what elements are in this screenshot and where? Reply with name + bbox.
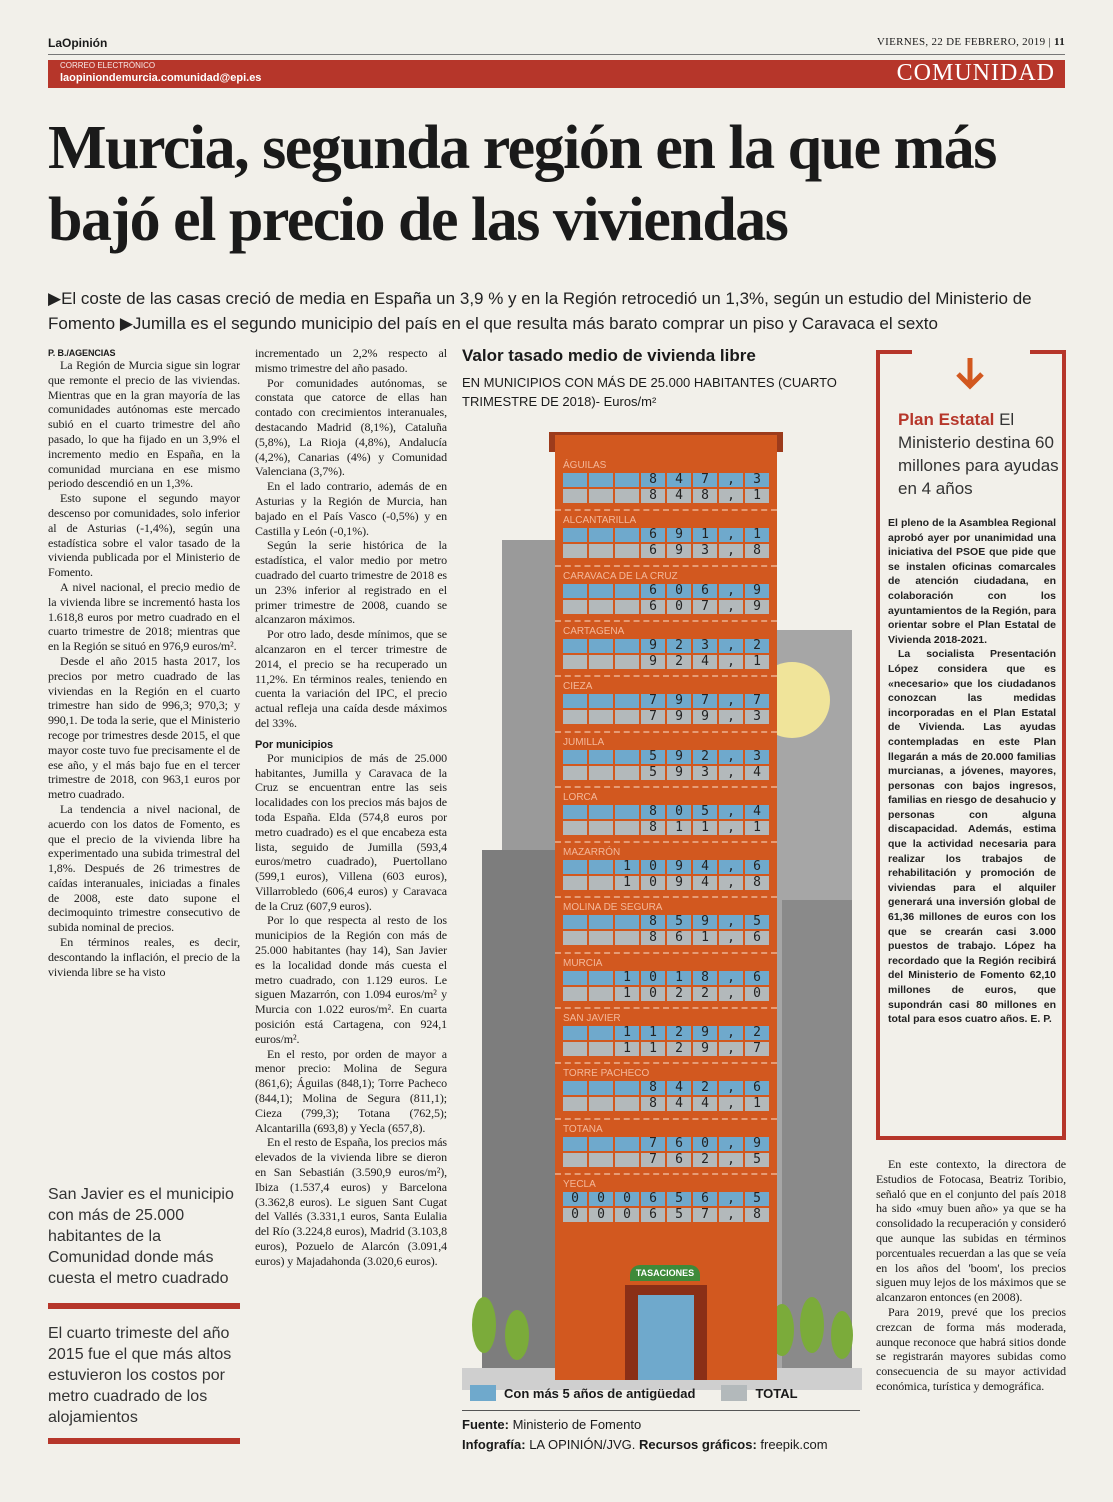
digit-cell (615, 766, 639, 780)
digit-cell (563, 544, 587, 558)
masthead: LaOpinión (48, 36, 108, 50)
value-old (563, 472, 780, 487)
building-row (563, 678, 780, 726)
digit-cell (615, 639, 639, 653)
digit-cell (563, 639, 587, 653)
legend-swatch-old (470, 1385, 496, 1401)
subhead: ▶El coste de las casas creció de media en España un 3,9 % y en la Región retrocedió un 1,3%, según un estudio del Ministerio de Fomento ▶Jumilla es el segundo municipio del país en el que resulta más barato comprar un piso y Caravaca el sexto (48, 289, 1032, 333)
article-column-2 (255, 346, 447, 1269)
digit-cell (589, 584, 613, 598)
digit-cell (615, 1137, 639, 1151)
floor-divider (555, 620, 777, 622)
infographic-subtitle: EN MUNICIPIOS CON MÁS DE 25.000 HABITANTES (CUARTO TRIMESTRE DE 2018)- Euros/m² (462, 375, 837, 409)
digit-cell (589, 1081, 613, 1095)
price-value: 924,1 (649, 653, 780, 669)
email-link[interactable]: laopiniondemurcia.comunidad@epi.es (60, 72, 262, 84)
dateline: VIERNES, 22 DE FEBRERO, 2019 | 11 (876, 36, 1065, 48)
building-row (563, 568, 780, 616)
price-value: 607,9 (649, 598, 780, 614)
digit-cell (563, 876, 587, 890)
building-row (563, 1010, 780, 1058)
digit-cell (563, 584, 587, 598)
price-value: 859,5 (649, 914, 780, 930)
paragraph: incrementado un 2,2% respecto al mismo trimestre del año pasado. (255, 346, 447, 375)
price-value: 592,3 (649, 748, 780, 764)
floor-divider (555, 731, 777, 733)
digit-cell (563, 528, 587, 542)
digit-cell (563, 1137, 587, 1151)
digit-cell (589, 710, 613, 724)
floor-divider (555, 896, 777, 898)
paragraph: En el lado contrario, además de en Asturias y la Región de Murcia, han bajado en el País Vasco (-0,5%) y en Castilla y León (-0,1%). (255, 479, 447, 538)
price-value: 1018,6 (623, 969, 780, 985)
municipality-name: CIEZA (563, 681, 593, 693)
digit-cell (615, 1153, 639, 1167)
digit-cell (563, 766, 587, 780)
sidebar-title-bold: Plan Estatal (898, 410, 995, 429)
building-row (563, 844, 780, 892)
sidebar-title-rest: El Ministerio destina 60 millones para ayudas en 4 años (898, 410, 1059, 498)
digit-cell (563, 1097, 587, 1111)
value-total (563, 764, 780, 780)
digit-cell (563, 1153, 587, 1167)
digit-cell (589, 971, 613, 985)
floor-divider (555, 841, 777, 843)
digit-cell (589, 766, 613, 780)
price-value: 1129,2 (623, 1025, 780, 1040)
source-label: Fuente: (462, 1417, 509, 1432)
value-total (563, 488, 780, 503)
municipality-name: CARTAGENA (563, 625, 625, 637)
value-total (563, 819, 780, 835)
digit-cell (589, 931, 613, 945)
value-total (563, 1096, 780, 1112)
municipality-name: MAZARRÓN (563, 847, 621, 859)
digit-cell (589, 915, 613, 929)
digit-cell (615, 750, 639, 764)
digit-cell (563, 1026, 587, 1040)
digit-cell (615, 694, 639, 708)
digit-cell (589, 544, 613, 558)
legend-swatch-total (721, 1385, 747, 1401)
byline: P. B./AGENCIAS (48, 348, 116, 358)
value-old (563, 914, 780, 930)
municipality-name: MURCIA (563, 957, 603, 969)
paragraph: Por comunidades autónomas, se constata que catorce de ellas han contado con crecimientos interanuales, destacando Madrid (8,1%), Cataluña (5,8%), La Rioja (4,8%), Andalucía (4,2%), Canarias (4%) y Comunidad Valenciana (3,7%). (255, 375, 447, 479)
price-value: 848,1 (649, 488, 780, 503)
building-row (563, 955, 780, 1003)
email-label: CORREO ELECTRÓNICO (60, 61, 156, 70)
floor-divider (555, 1173, 777, 1175)
credit-label: Infografía: (462, 1437, 526, 1452)
digit-cell (615, 655, 639, 669)
digit-cell (615, 821, 639, 835)
digit-cell (589, 1042, 613, 1056)
digit-cell (615, 584, 639, 598)
section-title: COMUNIDAD (896, 60, 1055, 86)
digit-cell (589, 1026, 613, 1040)
municipality-name: SAN JAVIER (563, 1013, 621, 1024)
entrance-sign: TASACIONES (630, 1265, 700, 1281)
paragraph: Desde el año 2015 hasta 2017, los precios por metro cuadrado de las viviendas en la Región en el cuarto trimestre han sido de 996,3; 970,3; y 990,1. De toda la serie, que el Ministerio recoge por trimestres desde 2015, el que mayor coste tuvo fue precisamente el de ese año, y el más bajo fue en el tercer trimestre de 2018, con 963,1 euros por metro cuadrado. (48, 653, 240, 802)
divider (48, 54, 1065, 55)
price-value: 847,3 (649, 472, 780, 487)
building-row (563, 623, 780, 671)
price-value: 760,9 (649, 1135, 780, 1151)
digit-cell (563, 710, 587, 724)
floor-divider (555, 565, 777, 567)
digit-cell (589, 473, 613, 487)
pull-quote-1 (48, 1184, 240, 1444)
municipality-name: ÁGUILAS (563, 460, 607, 471)
value-total (563, 930, 780, 946)
digit-cell (615, 931, 639, 945)
paragraph: En el resto, por orden de mayor a menor precio: Molina de Segura (861,6); Águilas (848,1); Torre Pacheco (844,1); Molina de Segura (811,1); Cieza (799,3); Totana (762,5); Alcantarilla (693,8) y Yecla (657,8). (255, 1046, 447, 1135)
digit-cell (589, 750, 613, 764)
municipality-name: LORCA (563, 791, 598, 803)
entrance (625, 1285, 707, 1380)
subhead-point: El coste de las casas creció de media en España un 3,9 % y en la Región retrocedió un 1,3%, según un estudio del Ministerio de Fomento (48, 289, 1032, 333)
digit-cell (563, 860, 587, 874)
value-old (563, 527, 780, 543)
value-old (563, 1025, 780, 1040)
article-column-4 (876, 1157, 1066, 1394)
value-old (563, 637, 780, 653)
price-value: 762,5 (649, 1151, 780, 1167)
digit-cell (615, 710, 639, 724)
price-value: 811,1 (649, 819, 780, 835)
digit-cell (589, 655, 613, 669)
digit-cell (589, 860, 613, 874)
value-total (563, 1041, 780, 1056)
paragraph: La Región de Murcia sigue sin lograr que remonte el precio de las viviendas. Mientras que en la gran mayoría de las comunidades autónomas este mercado subió en el cuarto trimestre del año pasado, lo que ha fijado en un 3,9% el incremento medio en España, en la comunidad murciana en ese mismo periodo descendió en un 1,3%. (48, 358, 240, 491)
municipality-name: CARAVACA DE LA CRUZ (563, 570, 678, 582)
digit-cell (563, 915, 587, 929)
building-row (563, 1065, 780, 1113)
paragraph: La socialista Presentación López considera que es «necesario» que los ciudadanos conozcan las medidas incorporadas en el Plan Estatal de Vivienda. Las ayudas contempladas en este Plan llegarán a más de 20.000 familias murcianas, a jóvenes, mayores, personas con bajos ingresos, familias en riesgo de desahucio y personas con alguna discapacidad. Además, estima que la actividad necesaria para realizar los trabajos de rehabilitación y promoción de viviendas para el alquiler generará una inversión global de 61,36 millones de euros con los que se crearán casi 3.000 puestos de trabajo. López ha recordado que la Región recibirá del Ministerio de Fomento 62,10 millones de euros, que supondrán casi 80 millones en total para esos cuatro años. E. P. (888, 648, 1056, 1026)
legend-label: Con más 5 años de antigüedad (504, 1385, 696, 1401)
value-total (563, 985, 780, 1001)
digit-cell (563, 473, 587, 487)
legend-label: TOTAL (755, 1385, 798, 1401)
quote-bar (48, 1438, 240, 1444)
paragraph: Por lo que respecta al resto de los municipios de la Región con más de 25.000 habitantes (hay 14), San Javier es la localidad donde más cuesta el metro cuadrado, con 1.129 euros. Le siguen Mazarrón, con 1.094 euros/m² y Murcia con 1.022 euros/m². En cuarta posición está Cartagena, con 924,1 euros/m². (255, 913, 447, 1046)
value-total (563, 543, 780, 559)
floor-divider (555, 509, 777, 511)
digit-cell (563, 1081, 587, 1095)
paragraph: En el resto de España, los precios más elevados de la vivienda libre se dieron en San Sebastián (3.590,9 euros/m²), Ibiza (1.537,4 euros) y Barcelona (3.362,8 euros). Le siguen Sant Cugat del Vallés (3.331,1 euros, Santa Eulalia del Río (3.224,8 euros), Madrid (3.103,8 euros), Pozuelo de Alarcón (3.091,4 euros) y Majadahonda (3.020,6 euros). (255, 1135, 447, 1268)
municipality-name: TOTANA (563, 1123, 603, 1135)
value-total (563, 709, 780, 725)
digit-cell (615, 489, 639, 503)
price-value: 000657,8 (571, 1206, 780, 1222)
paragraph: En este contexto, la directora de Estudios de Fotocasa, Beatriz Toribio, señaló que en el conjunto del país 2018 ha sido «muy buen año» ya que se ha consolidado la recuperación y consideró que aunque las subidas en términos porcentuales recuerdan a las que se veía en los años del 'boom', los precios siguen muy lejos de los máximos que se alcanzaron entonces (en 2008). (876, 1157, 1066, 1305)
digit-cell (615, 544, 639, 558)
floor-divider (555, 1007, 777, 1009)
subtitle: Por municipios (255, 738, 334, 751)
municipality-name: YECLA (563, 1178, 596, 1190)
digit-cell (615, 473, 639, 487)
price-value: 844,1 (649, 1096, 780, 1112)
paragraph: El pleno de la Asamblea Regional aprobó ayer por unanimidad una iniciativa del PSOE que pide que se instalen oficinas comarcales de atención ciudadana, en colaboración con los ayuntamientos de la Región, para orientar sobre el Plan Estatal de Vivienda 2018-2021. (888, 517, 1056, 646)
resources: freepik.com (760, 1437, 828, 1452)
sidebar-title (898, 408, 1063, 500)
floor-divider (555, 1062, 777, 1064)
price-value: 842,6 (649, 1080, 780, 1096)
digit-cell (589, 694, 613, 708)
paragraph: Esto supone el segundo mayor descenso por comunidades, solo inferior al de Asturias (-1,4%), según una estadística sobre el valor tasado de la vivienda publicada por el Ministerio de Fomento. (48, 491, 240, 580)
municipality-name: ALCANTARILLA (563, 515, 637, 527)
value-old (563, 1135, 780, 1151)
value-old (563, 1190, 780, 1206)
price-value: 1094,8 (623, 875, 780, 891)
digit-cell (615, 600, 639, 614)
subhead-point: Jumilla es el segundo municipio del país en el que resulta más barato comprar un piso y Caravaca el sexto (132, 314, 938, 333)
digit-cell (563, 931, 587, 945)
credit: LA OPINIÓN/JVG. (529, 1437, 636, 1452)
digit-cell (589, 1097, 613, 1111)
building-row (563, 512, 780, 560)
building-row (563, 457, 780, 505)
value-old (563, 582, 780, 598)
quote-text: San Javier es el municipio con más de 25.000 habitantes de la Comunidad donde más cuesta el metro cuadrado (48, 1186, 234, 1287)
digit-cell (589, 987, 613, 1001)
paragraph: Según la serie histórica de la estadística, el valor medio por metro cuadrado del cuarto trimestre de 2018 es un 23% inferior al registrado en el primer trimestre de 2008, cuando se alcanzaron máximos. (255, 538, 447, 627)
headline: Murcia, segunda región en la que más bajó el precio de las viviendas (48, 114, 996, 254)
price-value: 1022,0 (623, 985, 780, 1001)
digit-cell (615, 528, 639, 542)
floor-divider (555, 675, 777, 677)
price-value: 000656,5 (571, 1190, 780, 1206)
value-total (563, 875, 780, 891)
paragraph: A nivel nacional, el precio medio de la vivienda libre se incrementó hasta los 1.618,8 euros por metro cuadrado en el cuarto trimestre de 2018; mientras que en la Región se situó en 976,9 euros/m². (48, 579, 240, 654)
value-old (563, 748, 780, 764)
price-value: 693,8 (649, 543, 780, 559)
digit-cell (589, 1153, 613, 1167)
value-total (563, 1151, 780, 1167)
digit-cell (589, 639, 613, 653)
digit-cell (615, 1097, 639, 1111)
section-bar (48, 60, 1065, 88)
date: VIERNES, 22 DE FEBRERO, 2019 (876, 36, 1046, 48)
source: Ministerio de Fomento (512, 1417, 642, 1432)
quote-text: El cuarto trimeste del año 2015 fue el que más altos estuvieron los costos por metro cuadrado de los alojamientos (48, 1325, 232, 1426)
digit-cell (589, 489, 613, 503)
building-chart (555, 435, 780, 1380)
digit-cell (615, 915, 639, 929)
digit-cell (563, 971, 587, 985)
value-total (563, 1206, 780, 1222)
price-value: 1129,7 (623, 1041, 780, 1056)
digit-cell (563, 821, 587, 835)
digit-cell (563, 600, 587, 614)
digit-cell (563, 805, 587, 819)
price-value: 861,6 (649, 930, 780, 946)
digit-cell (563, 655, 587, 669)
digit-cell (589, 805, 613, 819)
municipality-name: MOLINA DE SEGURA (563, 902, 663, 914)
value-total (563, 653, 780, 669)
resources-label: Recursos gráficos: (639, 1437, 757, 1452)
digit-cell (563, 489, 587, 503)
digit-cell (615, 1081, 639, 1095)
floor-divider (555, 952, 777, 954)
price-value: 606,9 (649, 582, 780, 598)
credits (462, 1415, 862, 1455)
value-old (563, 1080, 780, 1096)
digit-cell (589, 876, 613, 890)
digit-cell (563, 1042, 587, 1056)
paragraph: En términos reales, es decir, descontando la inflación, el precio de la vivienda libre se ha visto (48, 935, 240, 979)
value-total (563, 598, 780, 614)
digit-cell (563, 694, 587, 708)
digit-cell (615, 805, 639, 819)
digit-cell (589, 600, 613, 614)
value-old (563, 969, 780, 985)
building-row (563, 734, 780, 782)
paragraph: La tendencia a nivel nacional, de acuerdo con los datos de Fomento, es que el precio de la vivienda libre ha experimentado una subida trimestral del 1,8%. Después de 26 trimestres de caídas interanuales, iniciadas a finales de 2008, este dato supone el decimoquinto trimestre consecutivo de subida nominal de precios. (48, 801, 240, 935)
sidebar-box (876, 350, 1066, 1140)
divider (462, 1410, 860, 1411)
arrow-down-icon (952, 356, 988, 392)
quote-bar (48, 1303, 240, 1309)
paragraph: Para 2019, prevé que los precios crezcan de forma más moderada, aunque reconoce que habrá sitios donde se registrarán mayores subidas como consecuencia de su mayor actividad económica, turística y demográfica. (876, 1304, 1066, 1393)
building-row (563, 1121, 780, 1169)
price-value: 805,4 (649, 803, 780, 819)
price-value: 797,7 (649, 693, 780, 709)
value-old (563, 693, 780, 709)
digit-cell (563, 987, 587, 1001)
value-old (563, 803, 780, 819)
price-value: 1094,6 (623, 859, 780, 875)
price-value: 923,2 (649, 637, 780, 653)
article-column-1 (48, 348, 240, 979)
value-old (563, 859, 780, 875)
floor-divider (555, 1118, 777, 1120)
digit-cell (589, 821, 613, 835)
municipality-name: JUMILLA (563, 736, 605, 748)
price-value: 691,1 (649, 527, 780, 543)
building-row (563, 789, 780, 837)
sidebar-body (888, 516, 1056, 1027)
floor-divider (555, 786, 777, 788)
digit-cell (589, 1137, 613, 1151)
legend (470, 1385, 798, 1401)
building-row (563, 1176, 780, 1224)
paragraph: Por otro lado, desde mínimos, que se alcanzaron en el tercer trimestre de 2014, el precio se ha recuperado un 11,2%. En términos reales, teniendo en cuenta la variación del IPC, el precio actual refleja una caída desde máximos del 33%. (255, 627, 447, 730)
price-value: 799,3 (649, 709, 780, 725)
digit-cell (563, 750, 587, 764)
paragraph: Por municipios de más de 25.000 habitantes, Jumilla y Caravaca de la Cruz se encuentran entre las seis localidades con los precios más bajos de toda España. Elda (574,8 euros por metro cuadrado) es el que encabeza esta lista, seguido de Jumilla (593,4 euros/metro cuadrado), Puertollano (599,1 euros), Villena (603 euros), Villarrobledo (606,4 euros) y Caravaca de la Cruz (607,9 euros). (255, 750, 447, 913)
page-number: 11 (1054, 36, 1065, 48)
price-value: 593,4 (649, 764, 780, 780)
building-row (563, 899, 780, 947)
municipality-name: TORRE PACHECO (563, 1068, 650, 1080)
infographic-title: Valor tasado medio de vivienda libre (462, 346, 756, 365)
digit-cell (589, 528, 613, 542)
